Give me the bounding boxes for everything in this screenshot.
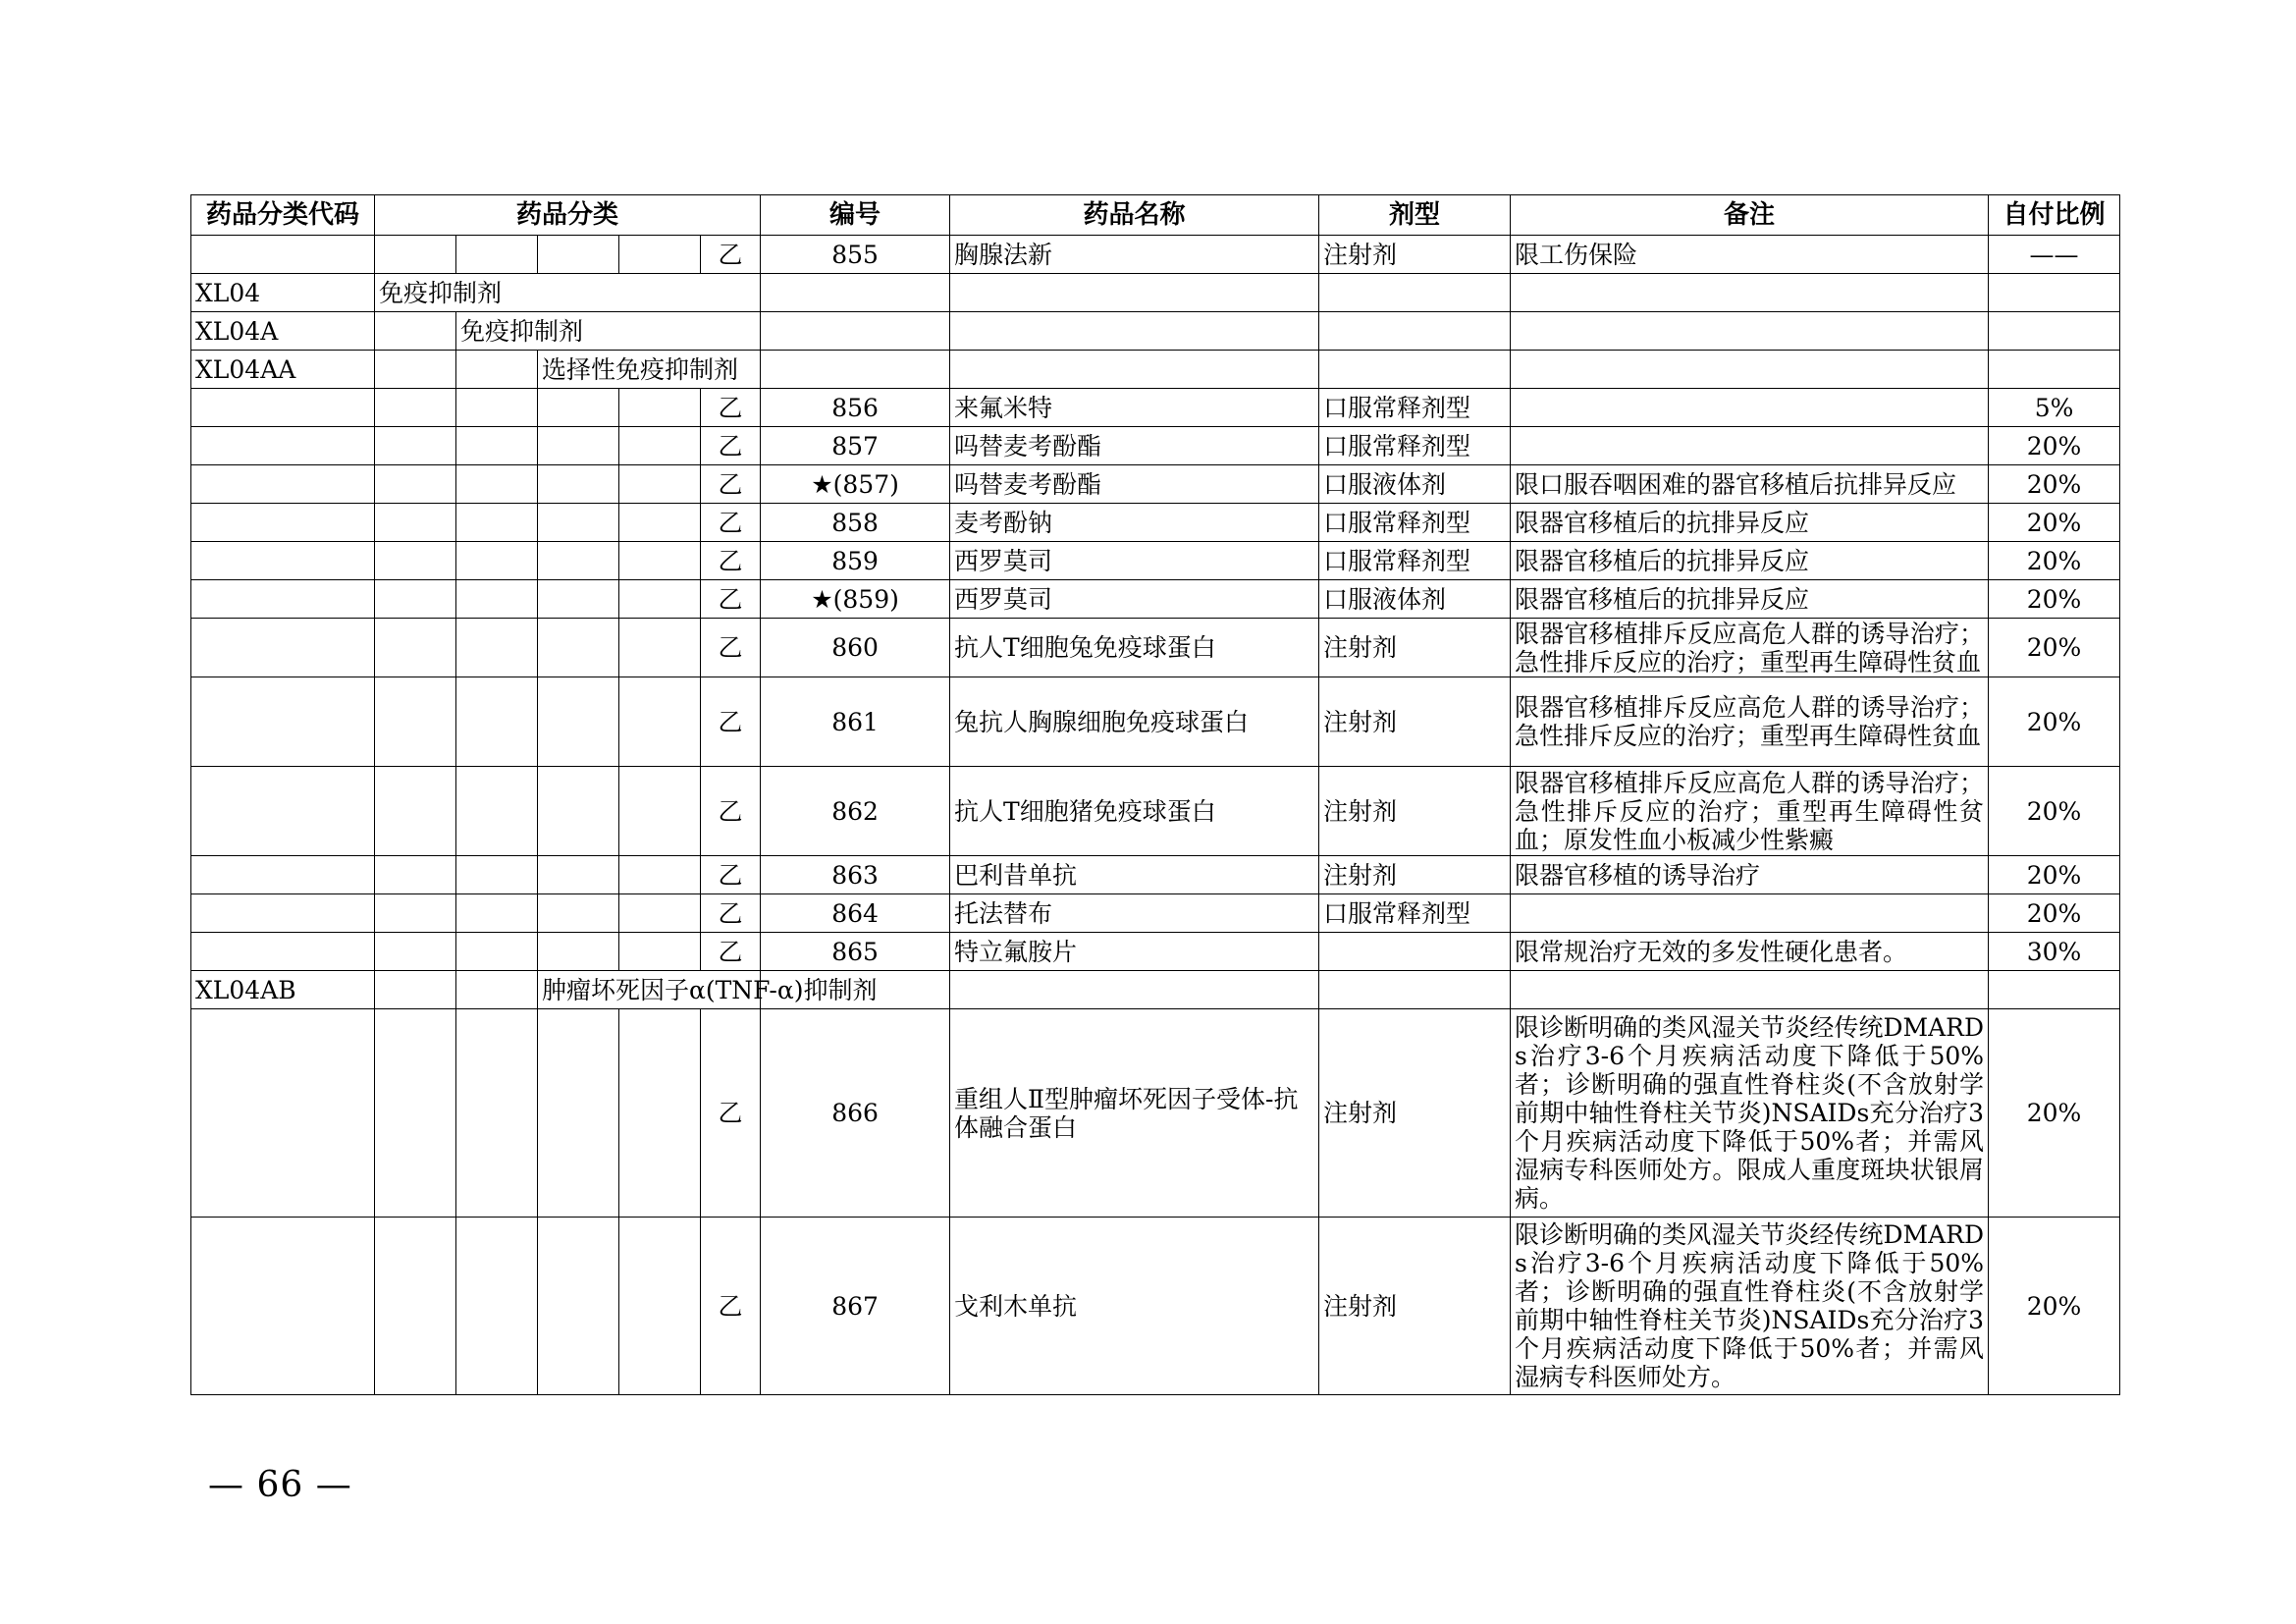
empty-cell: [456, 894, 538, 933]
class-code-cell: [191, 504, 375, 542]
empty-cell: [375, 619, 456, 677]
class-code-cell: [191, 389, 375, 427]
form-cell: 注射剂: [1319, 677, 1511, 767]
drug-name-cell: 重组人Ⅱ型肿瘤坏死因子受体-抗体融合蛋白: [950, 1009, 1319, 1218]
grade-cell: 乙: [701, 619, 761, 677]
empty-cell: [456, 351, 538, 389]
category-row: [191, 312, 2120, 351]
header-category: 药品分类: [375, 195, 761, 236]
ratio-cell: 5%: [1989, 389, 2120, 427]
grade-cell: 乙: [701, 767, 761, 856]
class-code-cell: XL04AB: [191, 971, 375, 1009]
empty-cell: [619, 389, 701, 427]
drug-catalog-table: [190, 194, 2120, 1395]
ratio-cell: 20%: [1989, 465, 2120, 504]
empty-cell: [538, 677, 619, 767]
empty-cell: [375, 894, 456, 933]
grade-cell: 乙: [701, 236, 761, 274]
ratio-cell: 20%: [1989, 1218, 2120, 1395]
empty-cell: [538, 465, 619, 504]
class-code-cell: [191, 580, 375, 619]
drug-name-cell: 抗人T细胞猪免疫球蛋白: [950, 767, 1319, 856]
empty-cell: [619, 580, 701, 619]
grade-cell: 乙: [701, 677, 761, 767]
drug-name-cell: 胸腺法新: [950, 236, 1319, 274]
empty-cell: [456, 580, 538, 619]
empty-cell: [456, 677, 538, 767]
header-ratio: 自付比例: [1989, 195, 2120, 236]
remark-cell: 限器官移植排斥反应高危人群的诱导治疗；急性排斥反应的治疗；重型再生障碍性贫血: [1511, 677, 1989, 767]
form-cell: 注射剂: [1319, 856, 1511, 894]
ratio-cell: 20%: [1989, 856, 2120, 894]
empty-cell: [456, 389, 538, 427]
category-row: [191, 971, 2120, 1009]
remark-cell: 限口服吞咽困难的器官移植后抗排异反应: [1511, 465, 1989, 504]
category-row: [191, 274, 2120, 312]
drug-row: [191, 1009, 2120, 1218]
empty-cell: [375, 1218, 456, 1395]
empty-cell: [619, 504, 701, 542]
grade-cell: 乙: [701, 856, 761, 894]
empty-cell: [538, 580, 619, 619]
drug-name-cell: 吗替麦考酚酯: [950, 427, 1319, 465]
drug-row: [191, 389, 2120, 427]
ratio-cell: [1989, 274, 2120, 312]
remark-cell: [1511, 971, 1989, 1009]
class-code-cell: [191, 1218, 375, 1395]
empty-cell: [456, 619, 538, 677]
empty-cell: [619, 767, 701, 856]
number-cell: [761, 351, 950, 389]
empty-cell: [538, 542, 619, 580]
empty-cell: [619, 1218, 701, 1395]
drug-name-cell: 西罗莫司: [950, 542, 1319, 580]
number-cell: 862: [761, 767, 950, 856]
empty-cell: [375, 236, 456, 274]
number-cell: 858: [761, 504, 950, 542]
header-form: 剂型: [1319, 195, 1511, 236]
ratio-cell: 20%: [1989, 894, 2120, 933]
empty-cell: [456, 933, 538, 971]
ratio-cell: 20%: [1989, 580, 2120, 619]
remark-cell: 限器官移植排斥反应高危人群的诱导治疗；急性排斥反应的治疗；重型再生障碍性贫血；原发性血小板减少性紫癜: [1511, 767, 1989, 856]
remark-cell: [1511, 894, 1989, 933]
empty-cell: [619, 1009, 701, 1218]
class-code-cell: [191, 677, 375, 767]
header-remark: 备注: [1511, 195, 1989, 236]
empty-cell: [538, 389, 619, 427]
ratio-cell: ——: [1989, 236, 2120, 274]
drug-name-cell: 托法替布: [950, 894, 1319, 933]
number-cell: 866: [761, 1009, 950, 1218]
empty-cell: [619, 933, 701, 971]
grade-cell: 乙: [701, 504, 761, 542]
drug-row: [191, 236, 2120, 274]
ratio-cell: [1989, 312, 2120, 351]
form-cell: [1319, 933, 1511, 971]
drug-name-cell: [950, 274, 1319, 312]
class-code-cell: XL04AA: [191, 351, 375, 389]
class-code-cell: XL04: [191, 274, 375, 312]
empty-cell: [375, 504, 456, 542]
empty-cell: [538, 856, 619, 894]
empty-cell: [619, 465, 701, 504]
table-body: [191, 236, 2120, 1395]
remark-cell: [1511, 389, 1989, 427]
empty-cell: [538, 933, 619, 971]
empty-cell: [375, 312, 456, 351]
grade-cell: 乙: [701, 465, 761, 504]
empty-cell: [375, 389, 456, 427]
number-cell: 860: [761, 619, 950, 677]
form-cell: 注射剂: [1319, 767, 1511, 856]
drug-row: [191, 465, 2120, 504]
empty-cell: [456, 971, 538, 1009]
class-name-cell: 选择性免疫抑制剂: [538, 351, 761, 389]
drug-name-cell: 麦考酚钠: [950, 504, 1319, 542]
class-code-cell: [191, 856, 375, 894]
drug-name-cell: 吗替麦考酚酯: [950, 465, 1319, 504]
drug-row: [191, 1218, 2120, 1395]
class-code-cell: [191, 894, 375, 933]
ratio-cell: [1989, 971, 2120, 1009]
grade-cell: 乙: [701, 1009, 761, 1218]
form-cell: 口服常释剂型: [1319, 427, 1511, 465]
drug-name-cell: 巴利昔单抗: [950, 856, 1319, 894]
form-cell: 口服液体剂: [1319, 465, 1511, 504]
form-cell: [1319, 351, 1511, 389]
form-cell: 口服液体剂: [1319, 580, 1511, 619]
class-code-cell: [191, 465, 375, 504]
remark-cell: [1511, 351, 1989, 389]
empty-cell: [619, 427, 701, 465]
empty-cell: [456, 427, 538, 465]
grade-cell: 乙: [701, 580, 761, 619]
class-code-cell: XL04A: [191, 312, 375, 351]
empty-cell: [538, 767, 619, 856]
table-header-row: [191, 195, 2120, 236]
grade-cell: 乙: [701, 389, 761, 427]
number-cell: 865: [761, 933, 950, 971]
number-cell: 867: [761, 1218, 950, 1395]
drug-row: [191, 619, 2120, 677]
remark-cell: 限工伤保险: [1511, 236, 1989, 274]
empty-cell: [375, 856, 456, 894]
empty-cell: [456, 767, 538, 856]
empty-cell: [375, 1009, 456, 1218]
empty-cell: [538, 504, 619, 542]
class-code-cell: [191, 427, 375, 465]
remark-cell: 限器官移植后的抗排异反应: [1511, 580, 1989, 619]
grade-cell: 乙: [701, 427, 761, 465]
header-code: 药品分类代码: [191, 195, 375, 236]
number-cell: ★(857): [761, 465, 950, 504]
empty-cell: [619, 542, 701, 580]
ratio-cell: 30%: [1989, 933, 2120, 971]
form-cell: 注射剂: [1319, 1009, 1511, 1218]
ratio-cell: 20%: [1989, 504, 2120, 542]
drug-name-cell: 戈利木单抗: [950, 1218, 1319, 1395]
remark-cell: [1511, 427, 1989, 465]
form-cell: 注射剂: [1319, 619, 1511, 677]
drug-name-cell: 抗人T细胞兔免疫球蛋白: [950, 619, 1319, 677]
empty-cell: [619, 236, 701, 274]
empty-cell: [619, 856, 701, 894]
empty-cell: [375, 542, 456, 580]
drug-row: [191, 542, 2120, 580]
drug-row: [191, 580, 2120, 619]
class-code-cell: [191, 542, 375, 580]
remark-cell: 限器官移植后的抗排异反应: [1511, 542, 1989, 580]
drug-name-cell: 特立氟胺片: [950, 933, 1319, 971]
form-cell: 口服常释剂型: [1319, 389, 1511, 427]
empty-cell: [456, 542, 538, 580]
drug-row: [191, 856, 2120, 894]
empty-cell: [456, 465, 538, 504]
empty-cell: [375, 971, 456, 1009]
drug-name-cell: 西罗莫司: [950, 580, 1319, 619]
grade-cell: 乙: [701, 542, 761, 580]
number-cell: [761, 312, 950, 351]
ratio-cell: 20%: [1989, 542, 2120, 580]
class-name-cell: 免疫抑制剂: [456, 312, 761, 351]
drug-name-cell: 兔抗人胸腺细胞免疫球蛋白: [950, 677, 1319, 767]
drug-row: [191, 894, 2120, 933]
drug-row: [191, 933, 2120, 971]
number-cell: 856: [761, 389, 950, 427]
drug-name-cell: [950, 971, 1319, 1009]
empty-cell: [619, 894, 701, 933]
form-cell: [1319, 312, 1511, 351]
class-code-cell: [191, 619, 375, 677]
ratio-cell: [1989, 351, 2120, 389]
remark-cell: 限器官移植后的抗排异反应: [1511, 504, 1989, 542]
drug-name-cell: [950, 351, 1319, 389]
grade-cell: 乙: [701, 894, 761, 933]
empty-cell: [538, 1009, 619, 1218]
remark-cell: 限器官移植的诱导治疗: [1511, 856, 1989, 894]
ratio-cell: 20%: [1989, 767, 2120, 856]
drug-name-cell: 来氟米特: [950, 389, 1319, 427]
empty-cell: [619, 619, 701, 677]
form-cell: 注射剂: [1319, 1218, 1511, 1395]
empty-cell: [538, 1218, 619, 1395]
empty-cell: [375, 465, 456, 504]
remark-cell: 限诊断明确的类风湿关节炎经传统DMARDs治疗3-6个月疾病活动度下降低于50%者；诊断明确的强直性脊柱炎(不含放射学前期中轴性脊柱关节炎)NSAIDs充分治疗3个月疾病活动度下降低于50%者；并需风湿病专科医师处方。: [1511, 1218, 1989, 1395]
remark-cell: [1511, 312, 1989, 351]
ratio-cell: 20%: [1989, 1009, 2120, 1218]
empty-cell: [456, 1009, 538, 1218]
number-cell: 855: [761, 236, 950, 274]
remark-cell: 限器官移植排斥反应高危人群的诱导治疗；急性排斥反应的治疗；重型再生障碍性贫血: [1511, 619, 1989, 677]
class-code-cell: [191, 767, 375, 856]
drug-row: [191, 677, 2120, 767]
number-cell: 863: [761, 856, 950, 894]
empty-cell: [375, 677, 456, 767]
number-cell: [761, 274, 950, 312]
form-cell: 口服常释剂型: [1319, 504, 1511, 542]
empty-cell: [456, 1218, 538, 1395]
number-cell: 857: [761, 427, 950, 465]
remark-cell: [1511, 274, 1989, 312]
empty-cell: [538, 894, 619, 933]
form-cell: [1319, 971, 1511, 1009]
ratio-cell: 20%: [1989, 677, 2120, 767]
empty-cell: [375, 580, 456, 619]
grade-cell: 乙: [701, 1218, 761, 1395]
empty-cell: [456, 504, 538, 542]
form-cell: 口服常释剂型: [1319, 542, 1511, 580]
remark-cell: 限诊断明确的类风湿关节炎经传统DMARDs治疗3-6个月疾病活动度下降低于50%者；诊断明确的强直性脊柱炎(不含放射学前期中轴性脊柱关节炎)NSAIDs充分治疗3个月疾病活动度下降低于50%者；并需风湿病专科医师处方。限成人重度斑块状银屑病。: [1511, 1009, 1989, 1218]
page-number: — 66 —: [208, 1465, 352, 1505]
category-row: [191, 351, 2120, 389]
form-cell: 口服常释剂型: [1319, 894, 1511, 933]
empty-cell: [375, 427, 456, 465]
empty-cell: [375, 767, 456, 856]
form-cell: 注射剂: [1319, 236, 1511, 274]
empty-cell: [538, 619, 619, 677]
grade-cell: 乙: [701, 933, 761, 971]
header-name: 药品名称: [950, 195, 1319, 236]
header-number: 编号: [761, 195, 950, 236]
empty-cell: [538, 236, 619, 274]
drug-row: [191, 767, 2120, 856]
number-cell: 864: [761, 894, 950, 933]
class-name-cell: 免疫抑制剂: [375, 274, 761, 312]
number-cell: 859: [761, 542, 950, 580]
ratio-cell: 20%: [1989, 427, 2120, 465]
empty-cell: [456, 856, 538, 894]
class-code-cell: [191, 1009, 375, 1218]
form-cell: [1319, 274, 1511, 312]
empty-cell: [619, 677, 701, 767]
empty-cell: [538, 427, 619, 465]
class-name-cell: 肿瘤坏死因子α(TNF-α)抑制剂: [538, 971, 761, 1009]
empty-cell: [456, 236, 538, 274]
drug-row: [191, 504, 2120, 542]
number-cell: ★(859): [761, 580, 950, 619]
empty-cell: [375, 351, 456, 389]
class-code-cell: [191, 236, 375, 274]
empty-cell: [375, 933, 456, 971]
remark-cell: 限常规治疗无效的多发性硬化患者。: [1511, 933, 1989, 971]
drug-name-cell: [950, 312, 1319, 351]
ratio-cell: 20%: [1989, 619, 2120, 677]
number-cell: 861: [761, 677, 950, 767]
class-code-cell: [191, 933, 375, 971]
drug-row: [191, 427, 2120, 465]
